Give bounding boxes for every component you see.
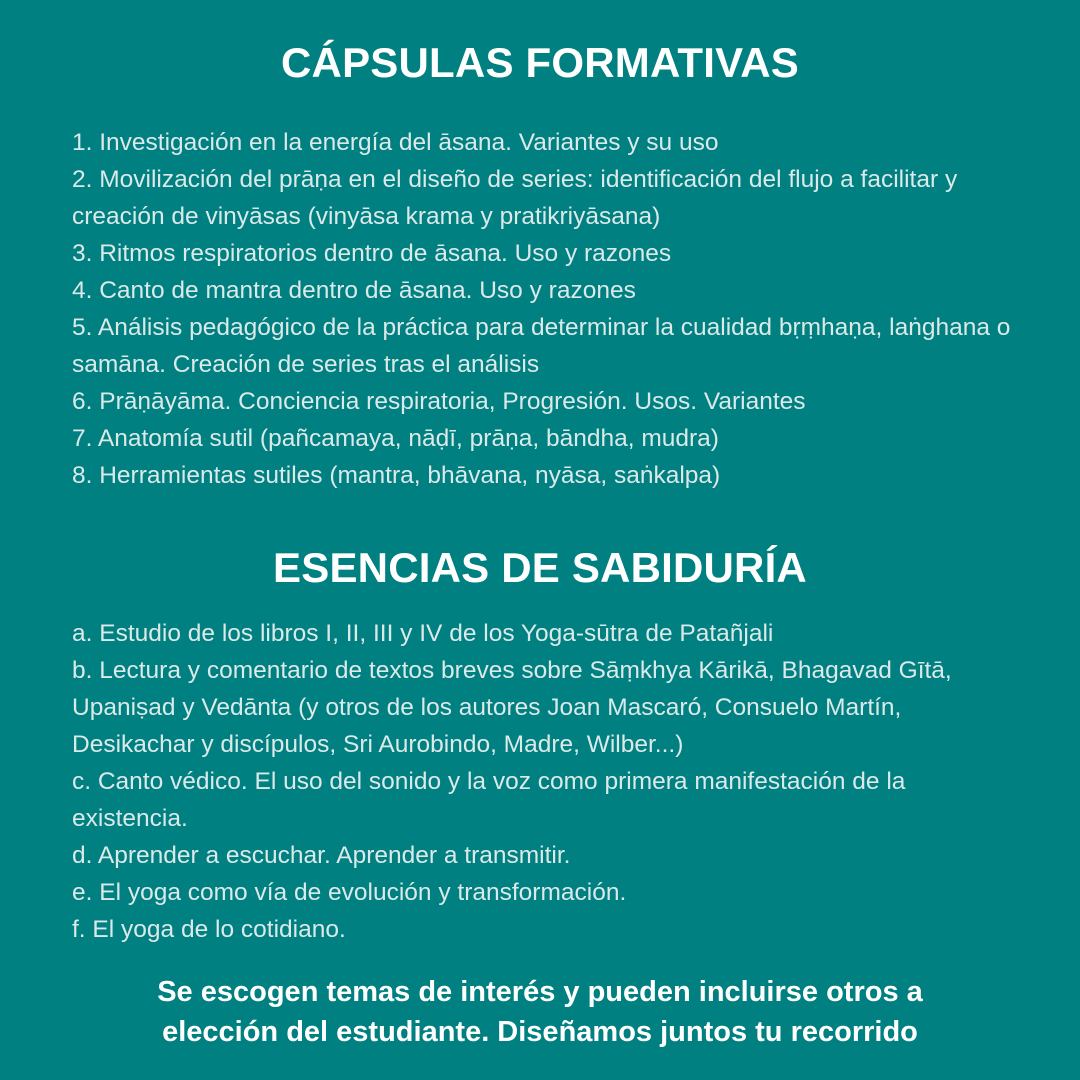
list-item: 2. Movilización del prāṇa en el diseño de series: identificación del flujo a facilitar y creación de vinyāsas (vinyāsa krama y pratikriyāsana) — [72, 166, 958, 230]
list-item: 3. Ritmos respiratorios dentro de āsana. Uso y razones — [72, 240, 672, 267]
footer-line-1: Se escogen temas de interés y pueden incluirse otros a — [157, 976, 923, 1008]
footer-line-2: elección del estudiante. Diseñamos juntos tu recorrido — [162, 1016, 918, 1048]
section-title-capsulas-formativas: CÁPSULAS FORMATIVAS — [281, 39, 799, 86]
list-item: d. Aprender a escuchar. Aprender a transmitir. — [72, 842, 571, 869]
list-item: 1. Investigación en la energía del āsana. Variantes y su uso — [72, 129, 719, 156]
list-item: 4. Canto de mantra dentro de āsana. Uso y razones — [72, 277, 636, 304]
list-item: e. El yoga como vía de evolución y transformación. — [72, 879, 627, 906]
list-item: 5. Análisis pedagógico de la práctica para determinar la cualidad bṛṃhaṇa, laṅghana o samāna. Creación de series tras el análisis — [72, 314, 1011, 378]
capsulas-formativas-list — [72, 124, 1012, 494]
list-item: b. Lectura y comentario de textos breves sobre Sāṃkhya Kārikā, Bhagavad Gītā, Upaniṣad y Vedānta (y otros de los autores Joan Mascaró, Consuelo Martín, Desikachar y discípulos, Sri Aurobindo, Madre, Wilber...) — [72, 657, 952, 758]
list-item: f. El yoga de lo cotidiano. — [72, 916, 346, 943]
section-title-esencias-de-sabiduria: ESENCIAS DE SABIDURÍA — [273, 544, 807, 591]
list-item: c. Canto védico. El uso del sonido y la voz como primera manifestación de la existencia. — [72, 768, 906, 832]
list-item: a. Estudio de los libros I, II, III y IV de los Yoga-sūtra de Patañjali — [72, 620, 774, 647]
list-item: 6. Prāṇāyāma. Conciencia respiratoria, Progresión. Usos. Variantes — [72, 388, 806, 415]
esencias-de-sabiduria-list — [72, 615, 1012, 948]
list-item: 8. Herramientas sutiles (mantra, bhāvana, nyāsa, saṅkalpa) — [72, 462, 721, 489]
footer-note — [0, 972, 1080, 1052]
list-item: 7. Anatomía sutil (pañcamaya, nāḍī, prāṇa, bāndha, mudra) — [72, 425, 719, 452]
